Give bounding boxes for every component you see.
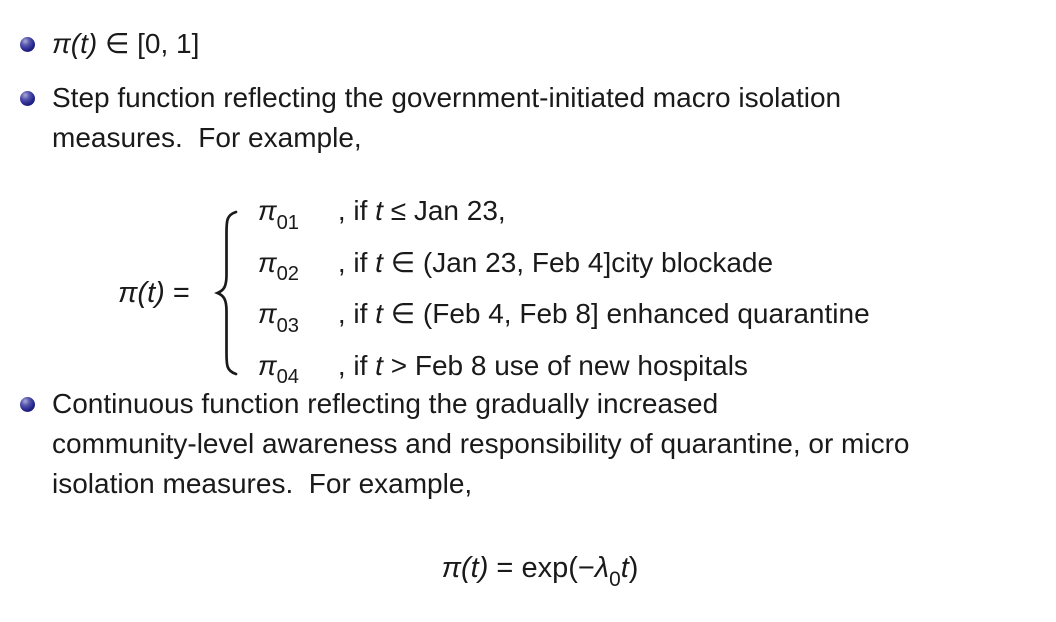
lambda-subscript: 0 [609,567,621,591]
cases-equation [118,190,870,396]
bullet-item-step-function [20,78,841,158]
math-var-t: t [375,298,383,330]
left-curly-brace-icon [214,208,240,378]
case-condition: , if t ∈ (Feb 4, Feb 8] enhanced quarantine [337,298,870,330]
pi-symbol: π [257,298,277,330]
lambda-symbol: λ [594,552,610,584]
equals-sign: = [488,552,522,584]
math-func: π(t) [52,28,98,59]
pi-symbol: π [257,195,277,226]
paragraph-line: community-level awareness and responsibility of quarantine, or micro [52,428,910,459]
math-var-t: t [375,349,383,381]
pi-symbol: π [257,246,277,278]
math-interval: [0, 1] [137,28,200,59]
math-func: π(t) [441,552,489,584]
math-var-t: t [375,195,383,226]
cases-lhs [118,277,190,310]
paragraph-line: measures. For example, [52,122,362,153]
equals-sign: = [164,276,190,309]
bullet-ball-icon [20,91,35,106]
exp-open: exp( [521,552,578,584]
paragraph-line: Continuous function reflecting the gradually increased [52,388,719,419]
math-range-expression [52,24,199,64]
math-var-t: t [620,552,629,584]
step-function-paragraph [52,78,841,158]
continuous-function-paragraph [52,384,910,504]
case-value [258,242,338,294]
case-condition: , if t ≤ Jan 23, [337,195,506,226]
paragraph-line: isolation measures. For example, [52,468,473,499]
case-row [258,242,870,294]
pi-subscript: 01 [276,211,299,234]
bullet-ball-icon [20,397,35,412]
math-var-t: t [375,246,383,278]
case-rows [258,190,870,396]
case-value [258,190,338,242]
pi-subscript: 03 [276,314,299,337]
case-condition: , if t ∈ (Jan 23, Feb 4]city blockade [337,246,774,278]
bullet-item-continuous-function [20,384,910,504]
pi-symbol: π [257,349,277,381]
math-func: π(t) [118,276,165,309]
close-paren: ) [628,552,639,584]
exp-equation [40,548,1040,598]
case-value [258,293,338,345]
case-row [258,293,870,345]
bullet-item-range [20,24,199,64]
case-row [258,190,870,242]
paragraph-line: Step function reflecting the government-initiated macro isolation [52,82,842,113]
pi-subscript: 04 [276,366,299,389]
bullet-ball-icon [20,37,35,52]
minus-sign: − [577,552,595,584]
case-condition: , if t > Feb 8 use of new hospitals [337,349,748,381]
pi-subscript: 02 [276,263,299,286]
math-element-of: ∈ [97,28,138,59]
